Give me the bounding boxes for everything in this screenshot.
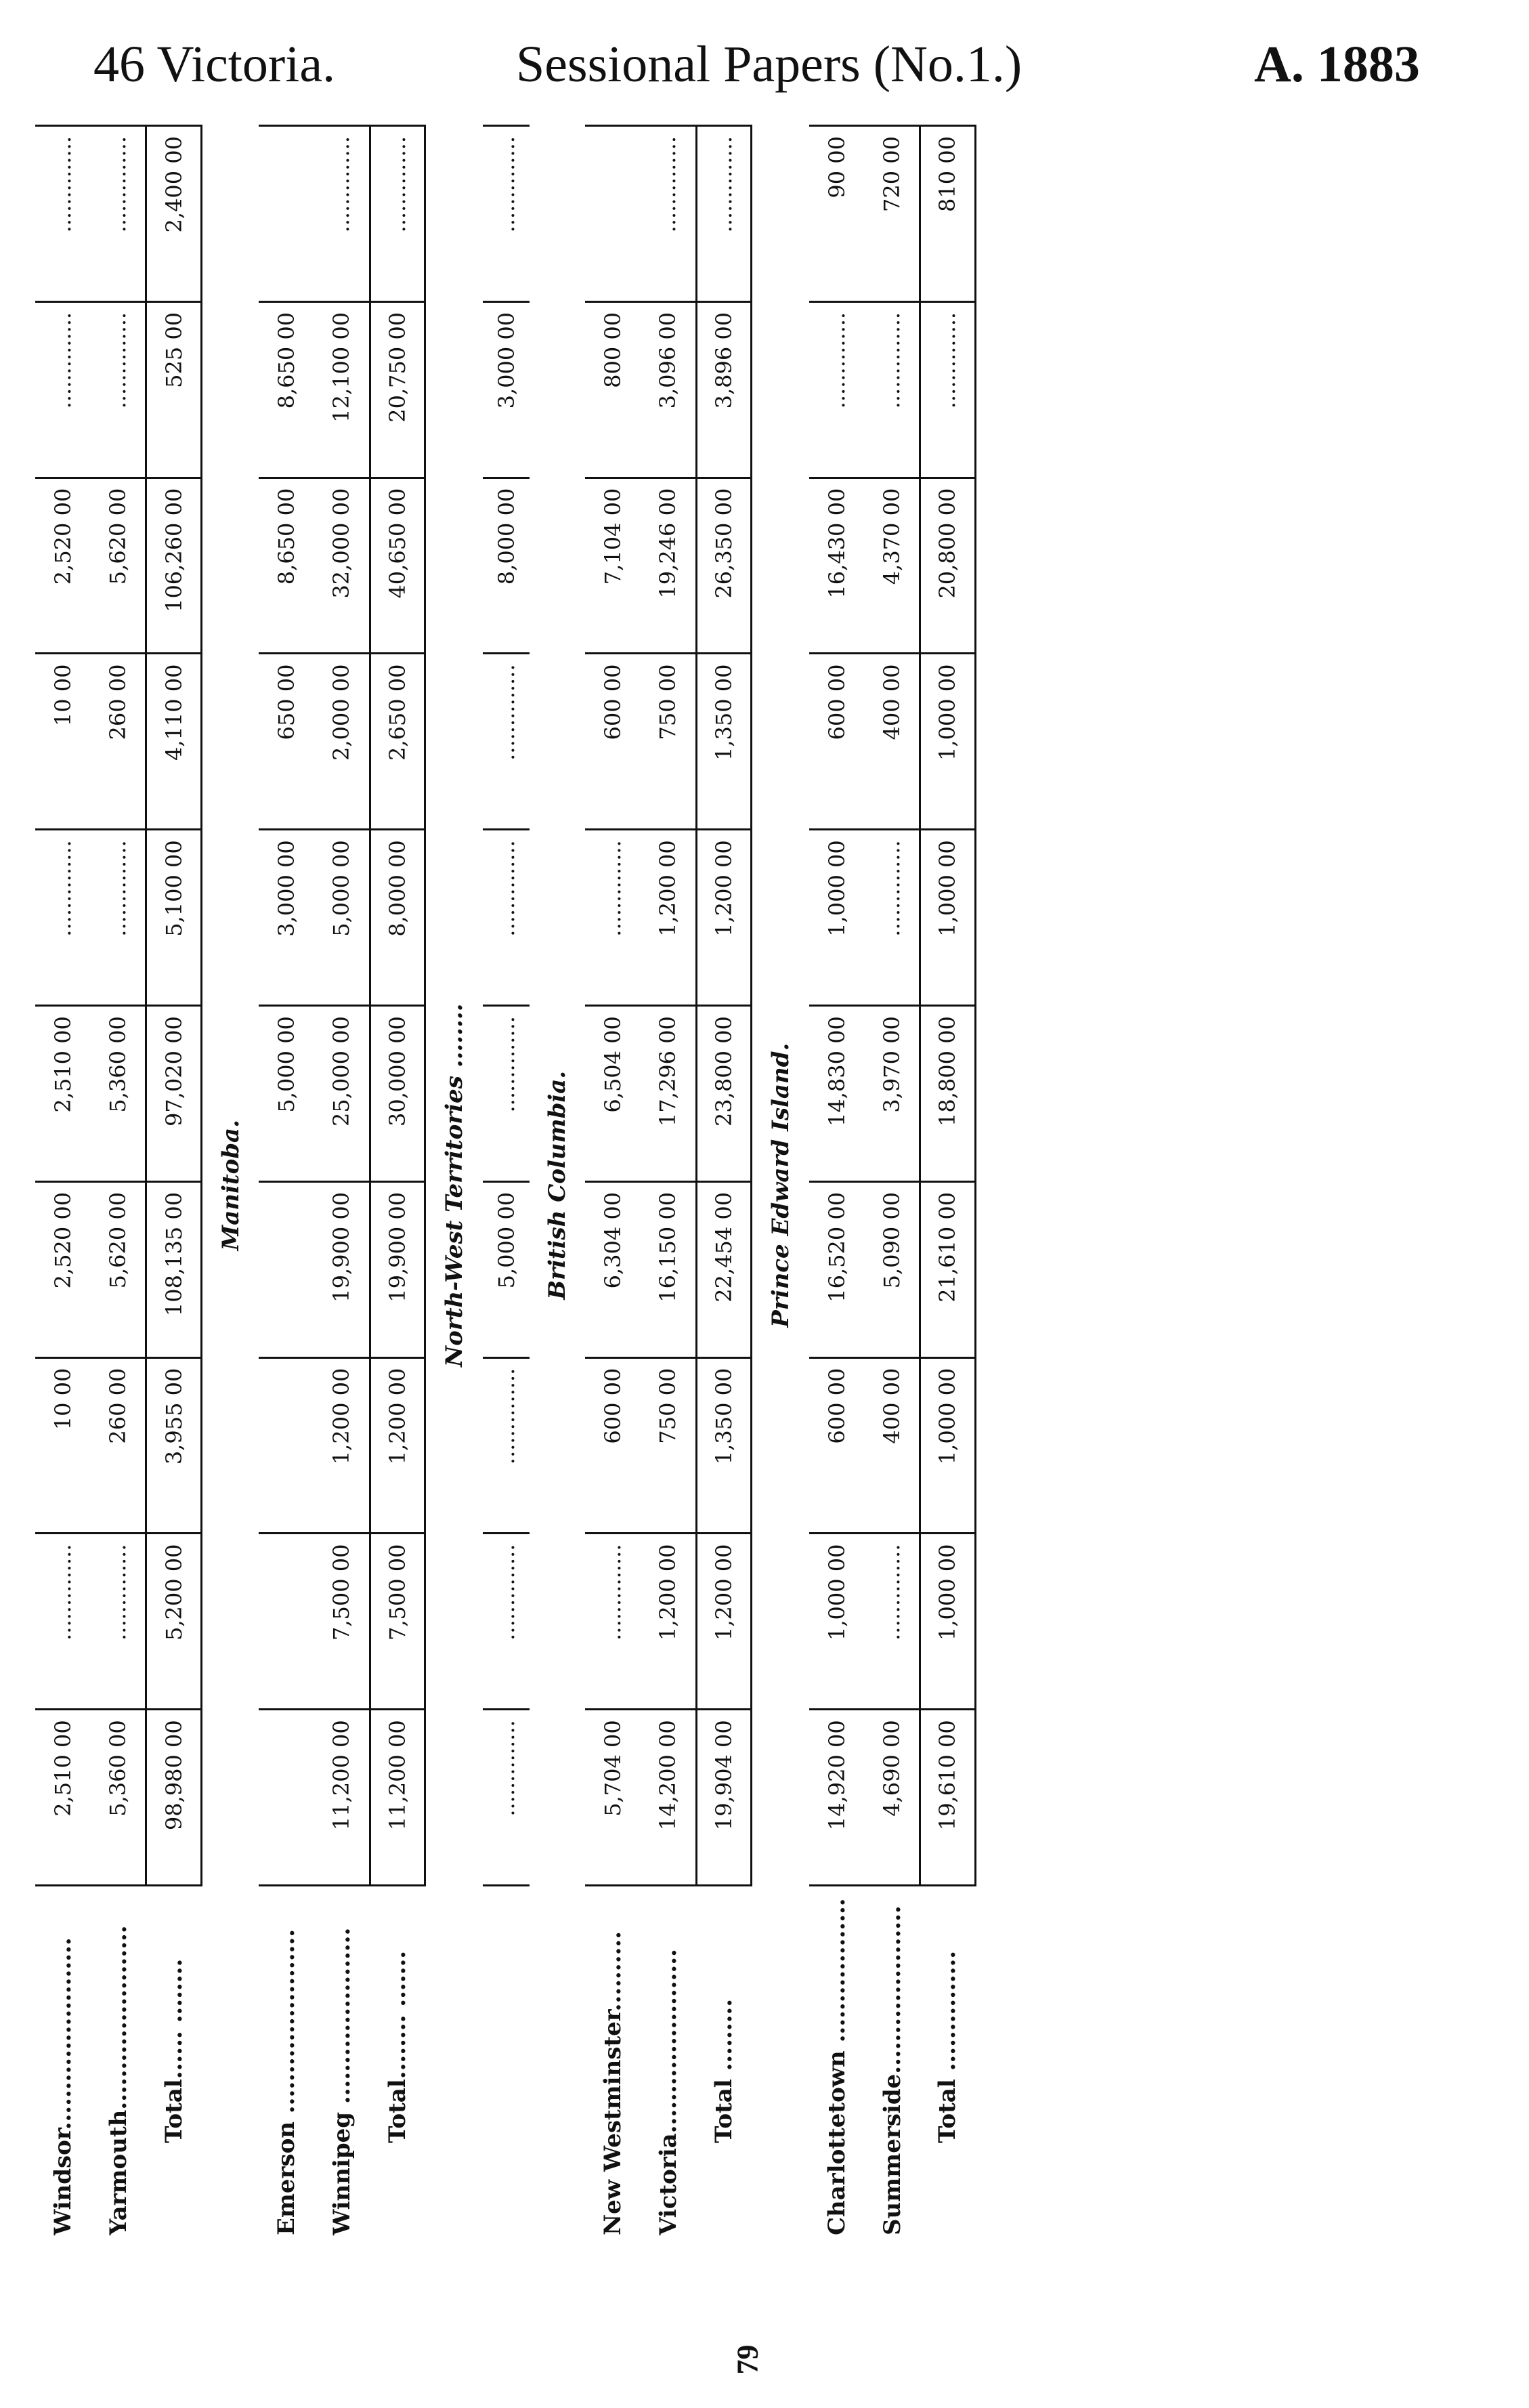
table-cell: 18,800 00 [920,1006,975,1182]
table-cell: 3,955 00 [146,1357,202,1534]
ledger-table-rotated [35,125,976,2245]
table-cell: 1,000 00 [809,830,865,1006]
section-row [752,126,809,2245]
table-cell: 106,260 00 [146,478,202,654]
table-cell: .............. [91,126,146,302]
table-cell: 260 00 [91,654,146,830]
table-cell: 8,000 00 [370,830,425,1006]
table-cell: 17,296 00 [641,1006,696,1182]
table-cell: 6,304 00 [585,1181,641,1357]
table-cell [259,1357,314,1534]
table-cell: 97,020 00 [146,1006,202,1182]
table-cell: .............. [483,830,530,1006]
table-cell: .............. [483,654,530,830]
table-cell: 5,360 00 [91,1006,146,1182]
table-cell [259,1710,314,1886]
table-cell: 14,830 00 [809,1006,865,1182]
table-cell: 7,104 00 [585,478,641,654]
table-row [259,126,314,2245]
table-cell: .............. [483,1534,530,1710]
table-cell: 8,650 00 [259,301,314,478]
table-cell: 2,000 00 [314,654,370,830]
table-cell: .............. [91,830,146,1006]
section-heading: Prince Edward Island. [767,1042,795,1328]
table-cell: 525 00 [146,301,202,478]
table-cell: 600 00 [809,654,865,830]
row-label: Summerside..................... [878,1905,906,2235]
table-cell: 16,150 00 [641,1181,696,1357]
row-label: Total ............... [934,1950,962,2143]
table-cell: 600 00 [809,1357,865,1534]
table-cell: 720 00 [865,126,920,302]
table-cell: 1,350 00 [696,1357,752,1534]
table-cell: .............. [35,301,91,478]
header-year: A. 1883 [1254,36,1420,93]
row-label: Charlottetown .................. [823,1898,850,2235]
total-row [146,126,202,2245]
table-cell: 26,350 00 [696,478,752,654]
section-row [530,126,585,2245]
table-cell: 600 00 [585,654,641,830]
table-cell: 2,520 00 [35,1181,91,1357]
row-label: Yarmouth....................... [104,1925,132,2235]
total-row [920,126,975,2245]
section-heading: Manitoba. [217,1120,244,1251]
table-cell: 14,200 00 [641,1710,696,1886]
table-cell: .............. [641,126,696,302]
table-cell: 19,246 00 [641,478,696,654]
table-cell: 5,360 00 [91,1710,146,1886]
table-cell: .............. [585,1534,641,1710]
total-row [696,126,752,2245]
table-cell: 25,000 00 [314,1006,370,1182]
table-cell: 19,900 00 [370,1181,425,1357]
ledger-table [35,125,976,2245]
table-cell: 7,500 00 [370,1534,425,1710]
table-cell: .............. [91,301,146,478]
table-cell: 16,520 00 [809,1181,865,1357]
table-cell: .............. [696,126,752,302]
table-cell: 16,430 00 [809,478,865,654]
table-row [314,126,370,2245]
table-cell: .............. [920,301,975,478]
table-cell: .............. [483,1006,530,1182]
table-cell: .............. [370,126,425,302]
table-cell: 260 00 [91,1357,146,1534]
table-cell: 3,000 00 [259,830,314,1006]
table-cell: 23,800 00 [696,1006,752,1182]
table-cell: 810 00 [920,126,975,302]
table-cell: 1,000 00 [920,1534,975,1710]
row-label: Emerson ....................... [273,1928,301,2235]
table-cell: 4,370 00 [865,478,920,654]
table-cell: 10 00 [35,654,91,830]
table-cell: 1,350 00 [696,654,752,830]
table-cell: .............. [809,301,865,478]
table-cell: 1,000 00 [809,1534,865,1710]
row-label: Victoria....................... [655,1949,683,2235]
table-cell: 11,200 00 [314,1710,370,1886]
ledger-body [35,126,976,2245]
table-cell: 1,000 00 [920,654,975,830]
table-cell: 2,400 00 [146,126,202,302]
row-label: Winnipeg ...................... [328,1927,356,2235]
table-cell: 19,904 00 [696,1710,752,1886]
table-cell: 90 00 [809,126,865,302]
table-cell: 21,610 00 [920,1181,975,1357]
page-number: 79 [731,2344,764,2375]
table-cell: 19,900 00 [314,1181,370,1357]
table-cell: 6,504 00 [585,1006,641,1182]
table-cell: .............. [35,1534,91,1710]
row-label: New Westminster.......... [599,1923,627,2235]
table-cell: 5,620 00 [91,1181,146,1357]
table-cell: 12,100 00 [314,301,370,478]
table-cell: 2,650 00 [370,654,425,830]
table-cell: 1,000 00 [920,1357,975,1534]
table-cell: 4,690 00 [865,1710,920,1886]
table-cell: 1,200 00 [641,830,696,1006]
section-heading: North-West Territories ........ [441,1003,469,1367]
table-cell: 22,454 00 [696,1181,752,1357]
table-cell: 4,110 00 [146,654,202,830]
table-cell: 40,650 00 [370,478,425,654]
table-cell: 1,200 00 [314,1357,370,1534]
table-cell: .............. [585,830,641,1006]
table-cell: .............. [35,126,91,302]
table-cell: 3,970 00 [865,1006,920,1182]
table-cell: 2,510 00 [35,1006,91,1182]
table-cell: 11,200 00 [370,1710,425,1886]
table-row [809,126,865,2245]
table-cell: 1,200 00 [370,1357,425,1534]
page-header [0,35,1529,117]
table-cell [259,126,314,302]
table-cell: 5,000 00 [259,1006,314,1182]
row-label: Total...... ........ [160,1958,188,2143]
table-cell: .............. [483,1357,530,1534]
table-cell: 2,510 00 [35,1710,91,1886]
table-cell: .............. [91,1534,146,1710]
table-row [585,126,641,2245]
table-cell: .............. [483,1710,530,1886]
table-cell: 3,000 00 [483,301,530,478]
table-cell: 8,000 00 [483,478,530,654]
section-heading: British Columbia. [544,1070,572,1300]
table-cell: 1,200 00 [696,1534,752,1710]
section-row [202,126,259,2245]
table-cell: 7,500 00 [314,1534,370,1710]
table-row [865,126,920,2245]
table-cell: 8,650 00 [259,478,314,654]
table-cell: 3,096 00 [641,301,696,478]
table-cell: 10 00 [35,1357,91,1534]
table-cell: .............. [483,126,530,302]
table-cell: 1,200 00 [696,830,752,1006]
table-cell: 5,000 00 [483,1181,530,1357]
table-cell [259,1181,314,1357]
row-label: Total........ ....... [384,1950,412,2143]
table-cell: 750 00 [641,1357,696,1534]
table-cell: 400 00 [865,654,920,830]
table-cell: 32,000 00 [314,478,370,654]
table-cell: 30,000 00 [370,1006,425,1182]
table-cell: .............. [865,1534,920,1710]
table-cell: .............. [865,301,920,478]
section-row [425,126,483,2245]
table-cell: 650 00 [259,654,314,830]
table-row [35,126,91,2245]
header-title: Sessional Papers (No.1.) [516,36,1022,93]
total-row [370,126,425,2245]
table-cell: 5,090 00 [865,1181,920,1357]
table-cell: 108,135 00 [146,1181,202,1357]
header-session: 46 Victoria. [93,36,336,93]
table-cell: 5,000 00 [314,830,370,1006]
table-cell [259,1534,314,1710]
table-cell: 5,100 00 [146,830,202,1006]
table-cell: 98,980 00 [146,1710,202,1886]
table-cell: 1,000 00 [920,830,975,1006]
table-cell: 3,896 00 [696,301,752,478]
table-cell: 5,200 00 [146,1534,202,1710]
row-label: Windsor........................ [49,1937,77,2235]
table-cell: 20,800 00 [920,478,975,654]
table-cell: 1,200 00 [641,1534,696,1710]
table-cell: 600 00 [585,1357,641,1534]
row-label [483,1886,530,2245]
table-cell: 14,920 00 [809,1710,865,1886]
table-row [641,126,696,2245]
table-cell: .............. [865,830,920,1006]
table-cell: 2,520 00 [35,478,91,654]
table-cell [585,126,641,302]
table-cell: 400 00 [865,1357,920,1534]
table-row [483,126,530,2245]
table-cell: 19,610 00 [920,1710,975,1886]
table-cell: .............. [314,126,370,302]
row-label: Total ......... [710,1991,737,2143]
table-cell: 5,620 00 [91,478,146,654]
table-row [91,126,146,2245]
table-cell: 800 00 [585,301,641,478]
table-cell: 750 00 [641,654,696,830]
table-cell: .............. [35,830,91,1006]
table-cell: 20,750 00 [370,301,425,478]
table-cell: 5,704 00 [585,1710,641,1886]
